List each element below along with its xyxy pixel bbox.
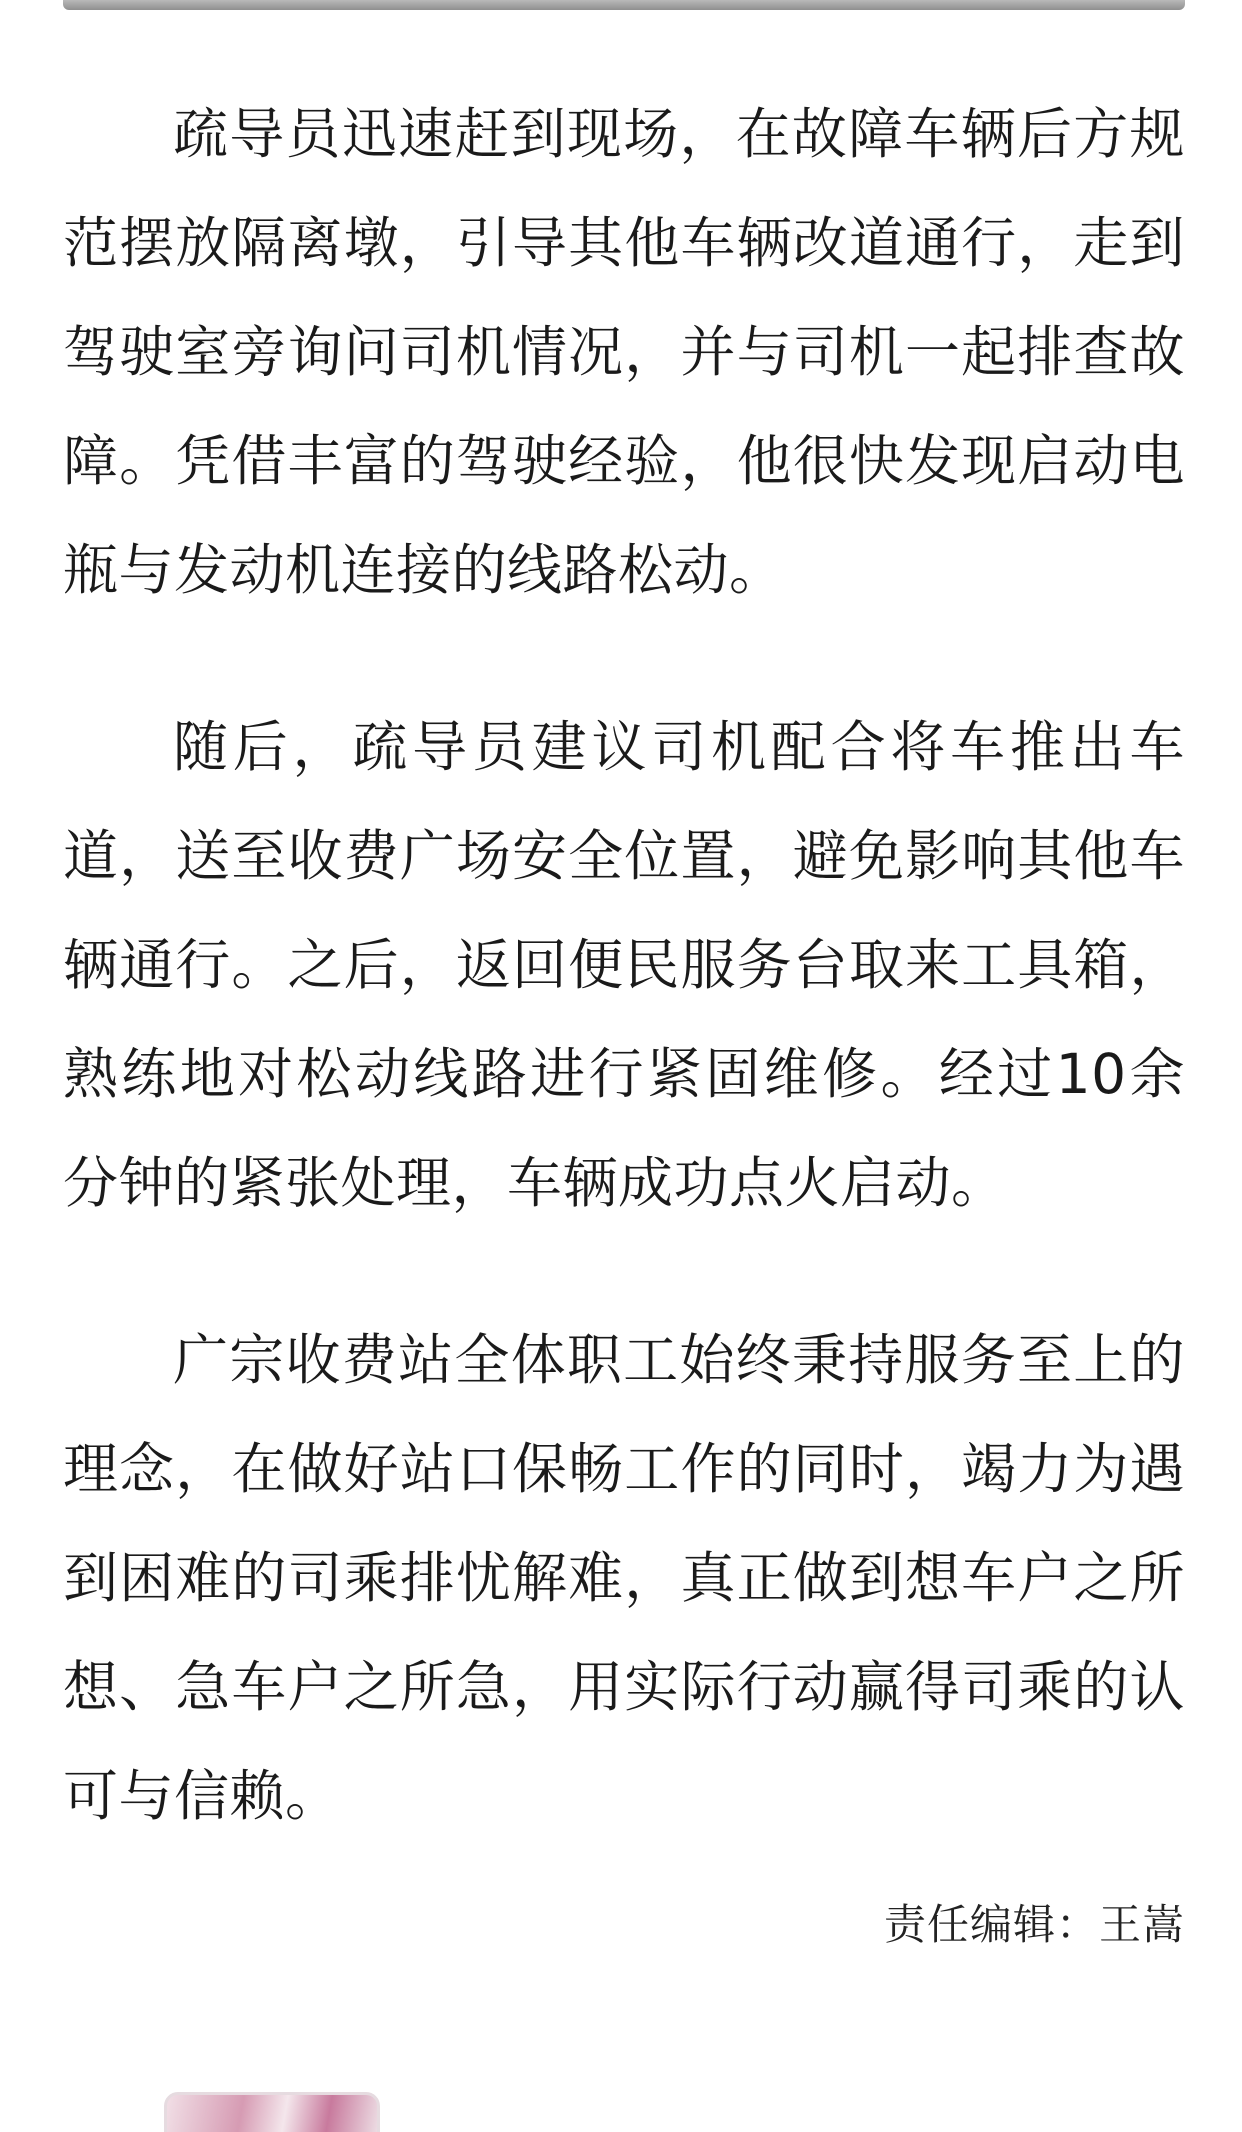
- article-body: [63, 80, 1185, 1851]
- editor-credit: 责任编辑：王嵩: [883, 1900, 1185, 1949]
- paragraph-2: 随后，疏导员建议司机配合将车推出车道，送至收费广场安全位置，避免影响其他车辆通行。之后，返回便民服务台取来工具箱，熟练地对松动线路进行紧固维修。经过10余分钟的紧张处理，车辆成功点火启动。: [63, 715, 1185, 1215]
- related-thumbnail-image[interactable]: [164, 2092, 380, 2132]
- paragraph-1: 疏导员迅速赶到现场，在故障车辆后方规范摆放隔离墩，引导其他车辆改道通行，走到驾驶室旁询问司机情况，并与司机一起排查故障。凭借丰富的驾驶经验，他很快发现启动电瓶与发动机连接的线路松动。: [63, 102, 1185, 602]
- paragraph-3: 广宗收费站全体职工始终秉持服务至上的理念，在做好站口保畅工作的同时，竭力为遇到困难的司乘排忧解难，真正做到想车户之所想、急车户之所急，用实际行动赢得司乘的认可与信赖。: [63, 1328, 1185, 1828]
- article-image-bottom-edge: [63, 0, 1185, 10]
